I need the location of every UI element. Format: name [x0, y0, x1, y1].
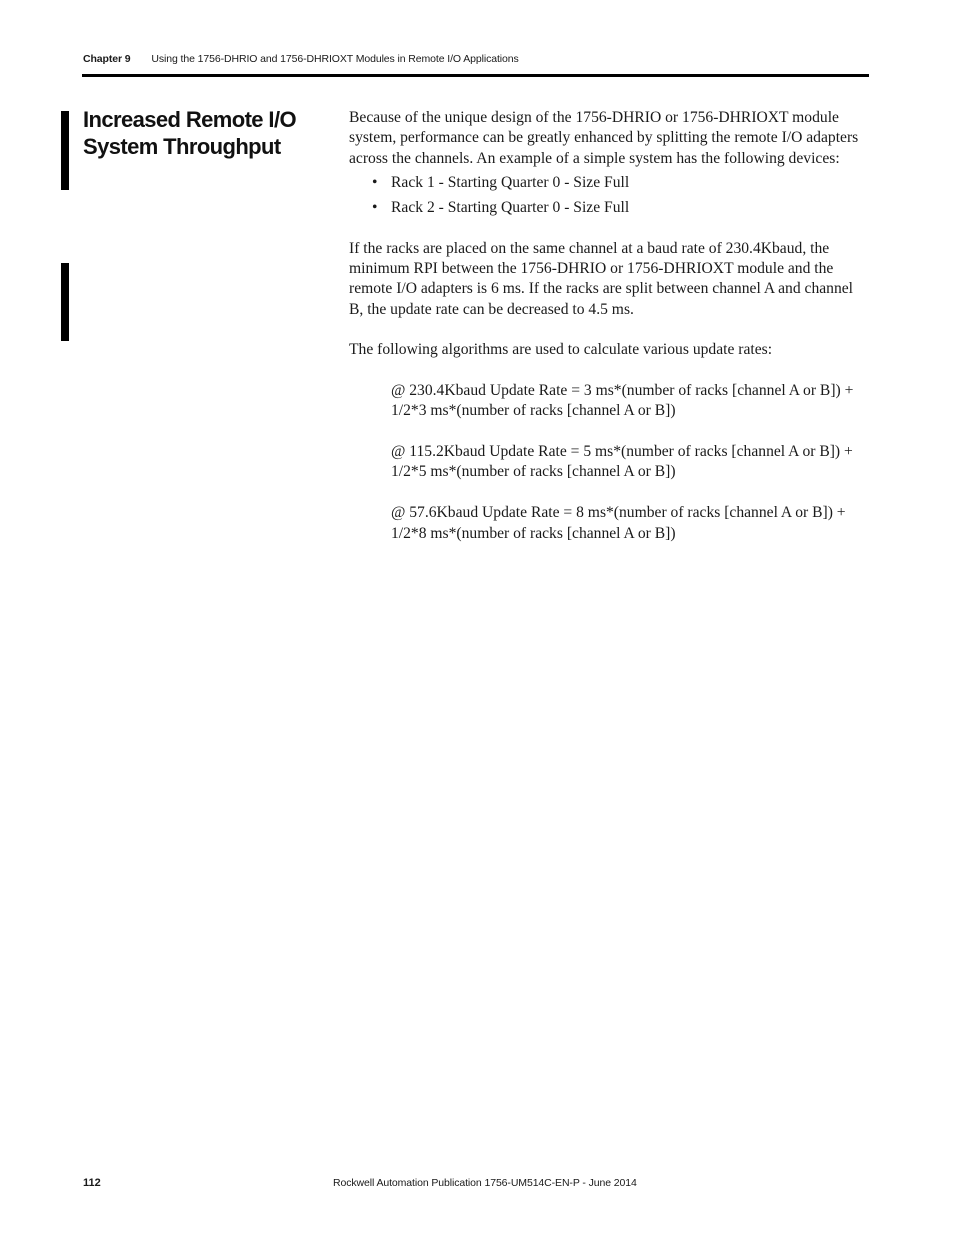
chapter-label: Chapter 9	[83, 53, 131, 65]
chapter-title: Using the 1756-DHRIO and 1756-DHRIOXT Modules in Remote I/O Applications	[151, 53, 519, 65]
formula-230k: @ 230.4Kbaud Update Rate = 3 ms*(number of racks [channel A or B]) + 1/2*3 ms*(number of racks [channel A or B])	[391, 381, 854, 419]
section-body	[349, 108, 869, 565]
formula-115k: @ 115.2Kbaud Update Rate = 5 ms*(number of racks [channel A or B]) + 1/2*5 ms*(number of racks [channel A or B])	[391, 442, 853, 481]
paragraph-algorithms: The following algorithms are used to calculate various update rates:	[349, 341, 773, 359]
bullet-icon: •	[372, 199, 378, 217]
list-item: • Rack 1 - Starting Quarter 0 - Size Full	[372, 173, 869, 193]
list-item: • Rack 2 - Starting Quarter 0 - Size Full	[372, 198, 869, 218]
page-number: 112	[83, 1177, 101, 1189]
running-header	[83, 53, 519, 65]
intro-paragraph: Because of the unique design of the 1756-DHRIO or 1756-DHRIOXT module system, performance can be greatly enhanced by splitting the remote I/O adapters across the channels. An example of a simple system has the following devices:	[349, 109, 859, 167]
section-title: Increased Remote I/O System Throughput	[83, 107, 296, 159]
paragraph-baud-rate: If the racks are placed on the same channel at a baud rate of 230.4Kbaud, the minimum RPI between the 1756-DHRIO or 1756-DHRIOXT module and the remote I/O adapters is 6 ms. If the racks are split between channel A and channel B, the update rate can be decreased to 4.5 ms.	[349, 239, 854, 318]
publication-footer: Rockwell Automation Publication 1756-UM514C-EN-P - June 2014	[333, 1177, 637, 1189]
change-bar-top	[61, 111, 69, 190]
device-list	[349, 173, 869, 218]
bullet-icon: •	[372, 174, 378, 192]
change-bar-middle	[61, 263, 69, 341]
formula-57k: @ 57.6Kbaud Update Rate = 8 ms*(number of racks [channel A or B]) + 1/2*8 ms*(number of racks [channel A or B])	[391, 504, 846, 542]
header-rule	[82, 74, 869, 77]
